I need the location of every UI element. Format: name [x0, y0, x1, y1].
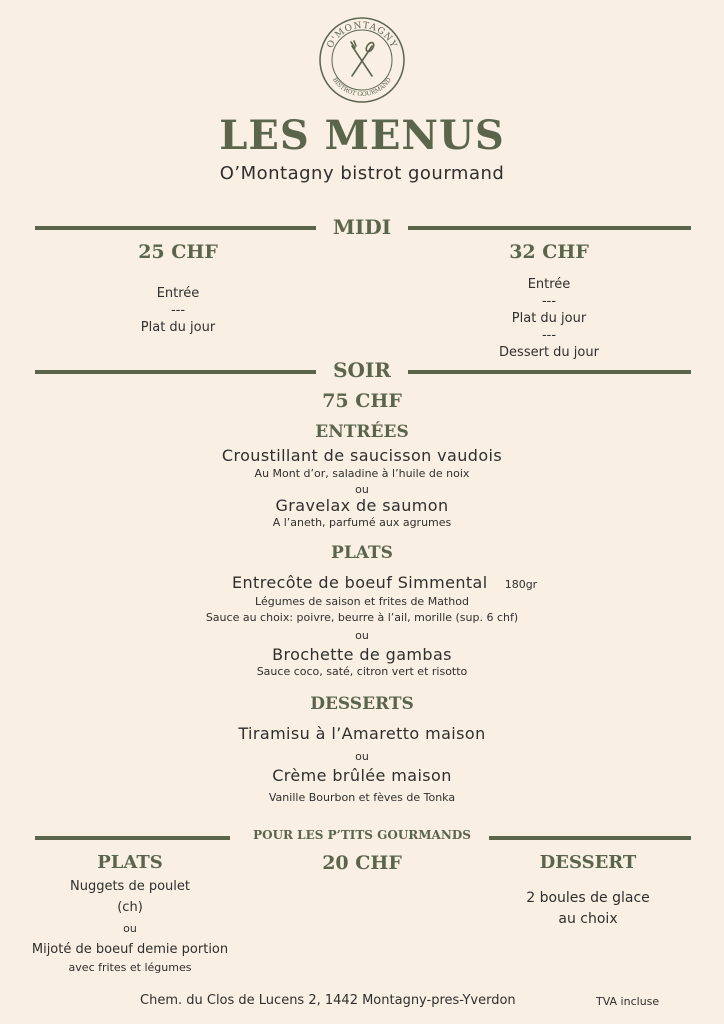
restaurant-logo: [318, 16, 406, 104]
kids-dessert-line: au choix: [558, 911, 618, 927]
kids-dessert-list: [488, 888, 688, 930]
menu-line: ---: [170, 303, 186, 318]
or-separator: ou: [123, 922, 137, 935]
plat-dish-1-weight: 180gr: [504, 578, 538, 591]
desserts-title: DESSERTS: [310, 694, 414, 714]
midi-left-price: 25 CHF: [138, 241, 218, 263]
svg-text:BISTROT GOURMAND: [331, 76, 393, 98]
or-separator: ou: [355, 483, 369, 496]
kids-plat-line: Nuggets de poulet: [69, 879, 190, 894]
or-separator: ou: [355, 629, 369, 642]
plat-dish-1-desc-1: Légumes de saison et frites de Mathod: [255, 595, 469, 608]
menu-line: Dessert du jour: [499, 345, 599, 360]
soir-price: 75 CHF: [322, 390, 402, 412]
kids-dessert-line: 2 boules de glace: [526, 890, 650, 906]
plat-dish-2: Brochette de gambas: [272, 645, 452, 664]
dessert-dish-2: Crème brûlée maison: [272, 766, 452, 785]
midi-right-price: 32 CHF: [509, 241, 589, 263]
or-separator: ou: [355, 750, 369, 763]
menu-line: Plat du jour: [140, 320, 216, 335]
plats-title: PLATS: [331, 543, 393, 563]
kids-plat-line: (ch): [117, 900, 143, 915]
menu-line: Plat du jour: [511, 311, 587, 326]
logo-ring-top-text: O'MONTAGNY: [325, 20, 399, 51]
page-title: LES MENUS: [219, 112, 505, 159]
kids-plat-line: Mijoté de boeuf demie portion: [31, 942, 229, 957]
footer-address: Chem. du Clos de Lucens 2, 1442 Montagny-pres-Yverdon: [140, 993, 516, 1008]
section-soir-label: SOIR: [333, 358, 391, 382]
section-kids-label: POUR LES P’TITS GOURMANDS: [253, 828, 471, 842]
dessert-dish-2-desc: Vanille Bourbon et fèves de Tonka: [268, 791, 456, 804]
menu-line: Entrée: [527, 277, 571, 292]
entree-dish-1: Croustillant de saucisson vaudois: [221, 446, 503, 465]
footer-tva: TVA incluse: [596, 995, 660, 1008]
midi-right-menu: [449, 276, 649, 361]
menu-line: Entrée: [156, 286, 200, 301]
section-midi-label: MIDI: [332, 215, 392, 239]
kids-dessert-title: DESSERT: [539, 852, 637, 873]
menu-line: ---: [541, 328, 557, 343]
page-subtitle: O’Montagny bistrot gourmand: [219, 163, 505, 184]
plat-dish-1: Entrecôte de boeuf Simmental: [232, 573, 488, 592]
menu-line: ---: [541, 294, 557, 309]
plat-dish-1-desc-2: Sauce au choix: poivre, beurre à l’ail, morille (sup. 6 chf): [205, 611, 519, 624]
midi-left-menu: [78, 285, 278, 336]
svg-text:O'MONTAGNY: [326, 21, 399, 50]
kids-price: 20 CHF: [322, 852, 402, 874]
kids-plats-title: PLATS: [97, 852, 163, 873]
entrees-title: ENTRÉES: [315, 422, 409, 442]
dessert-dish-1: Tiramisu à l’Amaretto maison: [238, 724, 486, 743]
kids-plats-list: [15, 876, 245, 976]
logo-ring-bottom-text: BISTROT GOURMAND: [331, 76, 393, 99]
entree-dish-1-desc: Au Mont d’or, saladine à l’huile de noix: [254, 467, 470, 480]
kids-plat-line: avec frites et légumes: [68, 961, 192, 974]
fork-knife-icon: [351, 41, 375, 76]
entree-dish-2-desc: A l’aneth, parfumé aux agrumes: [272, 516, 452, 529]
plat-dish-1-row: [232, 573, 538, 592]
plat-dish-2-desc: Sauce coco, saté, citron vert et risotto: [256, 665, 468, 678]
entree-dish-2: Gravelax de saumon: [275, 496, 449, 515]
